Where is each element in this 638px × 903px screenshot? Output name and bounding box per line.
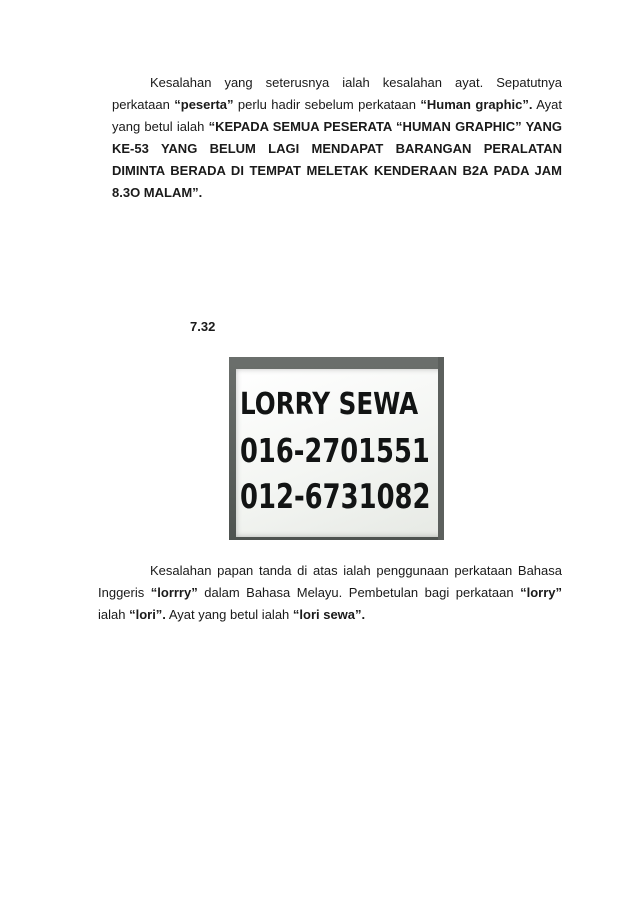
sign-text-line-1: LORRY SEWA: [240, 387, 419, 422]
sign-text-line-2: 016-2701551: [240, 431, 430, 470]
p1-seg-3: “Human graphic”.: [420, 97, 533, 112]
sign-text-line-3: 012-6731082: [240, 477, 431, 517]
p1-seg-1: “peserta”: [174, 97, 234, 112]
p2-seg-1: “lorrry”: [150, 585, 198, 600]
section-number: 7.32: [190, 319, 216, 334]
p2-seg-7: “lori sewa”.: [292, 607, 366, 622]
p2-seg-2: dalam Bahasa Melayu. Pembetulan bagi perkataan: [197, 585, 521, 600]
p2-seg-4: ialah: [98, 607, 130, 622]
signboard-photo: [229, 357, 444, 540]
p1-seg-0: Kesalahan yang seterusnya ialah kesalahan ayat. Sepatutnya perkataan: [112, 75, 562, 112]
p1-seg-4: Ayat yang betul ialah: [112, 97, 562, 134]
paragraph-correction-sentence: [112, 72, 562, 204]
signboard-surface: [236, 369, 444, 537]
p1-seg-2: perlu hadir sebelum perkataan: [233, 97, 421, 112]
p2-seg-3: “lorry”: [520, 585, 562, 600]
paragraph-signboard-explanation: [98, 560, 562, 626]
p1-seg-5: “KEPADA SEMUA PESERATA “HUMAN GRAPHIC” YANG KE-53 YANG BELUM LAGI MENDAPAT BARANGAN PERALATAN DIMINTA BERADA DI TEMPAT MELETAK KENDERAAN B2A PADA JAM 8.3O MALAM”.: [112, 119, 562, 200]
p2-seg-6: Ayat yang betul ialah: [165, 607, 293, 622]
p2-seg-5: “lori”.: [129, 607, 166, 622]
p2-seg-0: Kesalahan papan tanda di atas ialah penggunaan perkataan Bahasa Inggeris: [98, 563, 562, 600]
photo-right-edge: [438, 357, 444, 540]
